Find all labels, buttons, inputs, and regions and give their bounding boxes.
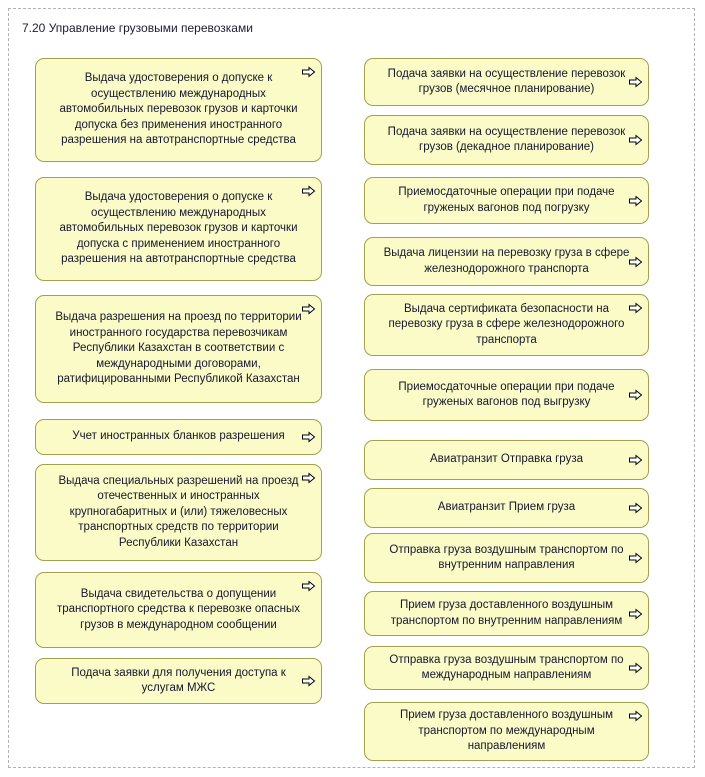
process-box-label: Учет иностранных бланков разрешения	[72, 430, 285, 443]
process-box-right-8[interactable]	[364, 488, 649, 528]
process-box-left-3[interactable]	[35, 295, 322, 403]
process-arrow-icon	[628, 256, 643, 268]
process-box-left-1[interactable]	[35, 58, 322, 162]
process-box-right-1[interactable]	[364, 58, 649, 106]
process-arrow-icon	[301, 431, 316, 443]
process-arrow-icon	[628, 454, 643, 466]
process-arrow-icon	[628, 552, 643, 564]
process-box-left-6[interactable]	[35, 572, 322, 648]
process-arrow-icon	[301, 580, 316, 592]
process-box-label: Подача заявки для получения доступа к услугам МЖС	[71, 666, 286, 694]
process-arrow-icon	[301, 185, 316, 197]
process-box-left-5[interactable]	[35, 464, 322, 561]
process-box-label: Приемосдаточные операции при подаче груженых вагонов под выгрузку	[398, 380, 615, 408]
process-box-label: Выдача удостоверения о допуске к осуществлению международных автомобильных перевозок грузов и карточки допуска без применения иностранного разрешения на автотранспортные средства	[59, 72, 298, 147]
process-arrow-icon	[628, 710, 643, 722]
process-arrow-icon	[628, 502, 643, 514]
process-box-left-2[interactable]	[35, 177, 322, 281]
process-arrow-icon	[628, 195, 643, 207]
process-box-right-3[interactable]	[364, 177, 649, 224]
process-arrow-icon	[628, 389, 643, 401]
group-title: 7.20 Управление грузовыми перевозками	[22, 21, 253, 35]
process-arrow-icon	[628, 662, 643, 674]
process-box-right-7[interactable]	[364, 440, 649, 480]
process-box-right-4[interactable]	[364, 237, 649, 286]
process-box-label: Авиатранзит Прием груза	[437, 501, 576, 514]
process-arrow-icon	[301, 472, 316, 484]
process-box-left-4[interactable]	[35, 419, 322, 455]
process-box-label: Выдача сертификата безопасности на перевозку груза в сфере железнодорожного транспорта	[388, 302, 625, 346]
process-box-right-2[interactable]	[364, 115, 649, 165]
process-arrow-icon	[301, 675, 316, 687]
process-arrow-icon	[628, 608, 643, 620]
process-arrow-icon	[628, 76, 643, 88]
process-box-label: Выдача удостоверения о допуске к осуществлению международных автомобильных перевозок грузов и карточки допуска с применением иностранного разрешения на автотранспортные средства	[59, 191, 298, 266]
process-arrow-icon	[301, 66, 316, 78]
process-box-label: Выдача разрешения на проезд по территории иностранного государства перевозчикам Республики Казахстан в соответствии с международными договорами, ратифицированными Республикой Казахстан	[55, 311, 302, 386]
process-box-label: Авиатранзит Отправка груза	[429, 453, 583, 466]
process-box-right-6[interactable]	[364, 369, 649, 421]
process-box-label: Отправка груза воздушным транспортом по международным направлениям	[389, 653, 624, 681]
process-box-right-12[interactable]	[364, 702, 649, 761]
process-box-label: Отправка груза воздушным транспортом по внутренним направления	[389, 543, 624, 571]
process-box-label: Подача заявки на осуществление перевозок грузов (месячное планирование)	[387, 67, 626, 95]
process-box-right-11[interactable]	[364, 646, 649, 690]
process-box-label: Приемосдаточные операции при подаче груженых вагонов под погрузку	[398, 186, 615, 214]
process-box-label: Прием груза доставленного воздушным транспортом по внутренним направлениям	[390, 599, 623, 627]
process-box-right-10[interactable]	[364, 591, 649, 636]
process-box-label: Выдача специальных разрешений на проезд отечественных и иностранных крупногабаритных и (или) тяжеловесных транспортных средств по территории Республики Казахстан	[58, 474, 299, 549]
process-box-right-9[interactable]	[364, 533, 649, 583]
process-box-left-7[interactable]	[35, 658, 322, 704]
process-box-label: Выдача свидетельства о допущении транспортного средства к перевозке опасных грузов в международном сообщении	[56, 587, 301, 631]
process-box-right-5[interactable]	[364, 294, 649, 356]
process-arrow-icon	[628, 302, 643, 314]
process-box-label: Выдача лицензии на перевозку груза в сфере железнодорожного транспорта	[383, 247, 630, 275]
process-box-label: Подача заявки на осуществление перевозок грузов (декадное планирование)	[387, 125, 626, 153]
process-arrow-icon	[628, 134, 643, 146]
process-box-label: Прием груза доставленного воздушным транспортом по международным направлениям	[399, 709, 614, 753]
process-arrow-icon	[301, 303, 316, 315]
